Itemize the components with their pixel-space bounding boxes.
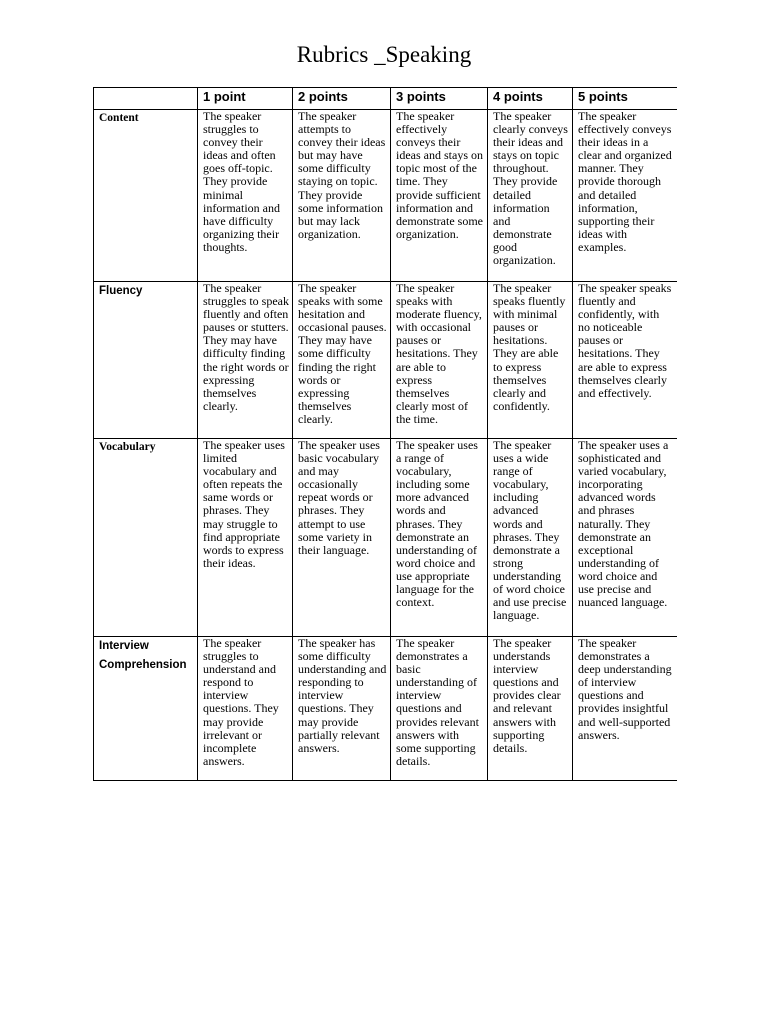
table-cell: The speaker attempts to convey their ideas but may have some difficulty staying on topic. They provide some information but may lack organization. [293, 110, 391, 282]
table-cell: The speaker uses a wide range of vocabulary, including advanced words and phrases. They demonstrate a strong understanding of word choice and use precise language. [488, 439, 573, 637]
table-cell: The speaker speaks fluently with minimal pauses or hesitations. They are able to express themselves clearly and confidently. [488, 282, 573, 439]
table-cell: The speaker uses basic vocabulary and may occasionally repeat words or phrases. They attempt to use some variety in their language. [293, 439, 391, 637]
column-header-4-points: 4 points [488, 88, 573, 110]
table-cell: The speaker speaks with moderate fluency, with occasional pauses or hesitations. They are able to express themselves clearly most of the time. [391, 282, 488, 439]
column-header-2-points: 2 points [293, 88, 391, 110]
corner-header-cell [94, 88, 198, 110]
table-cell: The speaker uses a range of vocabulary, including some more advanced words and phrases. They demonstrate an understanding of word choice and use appropriate language for the context. [391, 439, 488, 637]
table-row [94, 439, 677, 637]
criterion-label-vocabulary: Vocabulary [94, 439, 198, 637]
table-cell: The speaker has some difficulty understanding and responding to interview questions. They may provide partially relevant answers. [293, 637, 391, 781]
table-cell: The speaker speaks with some hesitation and occasional pauses. They may have some difficulty finding the right words or expressing themselves clearly. [293, 282, 391, 439]
criterion-label-interview-comprehension: Interview Comprehension [94, 637, 198, 781]
table-cell: The speaker effectively conveys their ideas in a clear and organized manner. They provide thorough and detailed information, supporting their ideas with examples. [573, 110, 677, 282]
table-cell: The speaker struggles to speak fluently and often pauses or stutters. They may have difficulty finding the right words or expressing themselves clearly. [198, 282, 293, 439]
table-cell: The speaker demonstrates a deep understanding of interview questions and provides insightful and well-supported answers. [573, 637, 677, 781]
header-row [94, 88, 677, 110]
criterion-label-content: Content [94, 110, 198, 282]
table-cell: The speaker speaks fluently and confidently, with no noticeable pauses or hesitations. They are able to express themselves clearly and effectively. [573, 282, 677, 439]
table-cell: The speaker struggles to convey their ideas and often goes off-topic. They provide minimal information and have difficulty organizing their thoughts. [198, 110, 293, 282]
table-row [94, 637, 677, 781]
table-cell: The speaker uses limited vocabulary and often repeats the same words or phrases. They may struggle to find appropriate words to express their ideas. [198, 439, 293, 637]
rubric-table [93, 87, 677, 781]
document-title: Rubrics _Speaking [296, 42, 472, 67]
table-cell: The speaker clearly conveys their ideas and stays on topic throughout. They provide detailed information and demonstrate good organization. [488, 110, 573, 282]
table-row [94, 282, 677, 439]
column-header-1-point: 1 point [198, 88, 293, 110]
table-cell: The speaker understands interview questions and provides clear and relevant answers with supporting details. [488, 637, 573, 781]
table-cell: The speaker effectively conveys their ideas and stays on topic most of the time. They provide sufficient information and demonstrate some organization. [391, 110, 488, 282]
table-cell: The speaker uses a sophisticated and varied vocabulary, incorporating advanced words and phrases naturally. They demonstrate an exceptional understanding of word choice and use precise and nuanced language. [573, 439, 677, 637]
table-cell: The speaker demonstrates a basic understanding of interview questions and provides relevant answers with some supporting details. [391, 637, 488, 781]
table-row [94, 110, 677, 282]
criterion-label-fluency: Fluency [94, 282, 198, 439]
column-header-3-points: 3 points [391, 88, 488, 110]
table-cell: The speaker struggles to understand and respond to interview questions. They may provide irrelevant or incomplete answers. [198, 637, 293, 781]
column-header-5-points: 5 points [573, 88, 677, 110]
